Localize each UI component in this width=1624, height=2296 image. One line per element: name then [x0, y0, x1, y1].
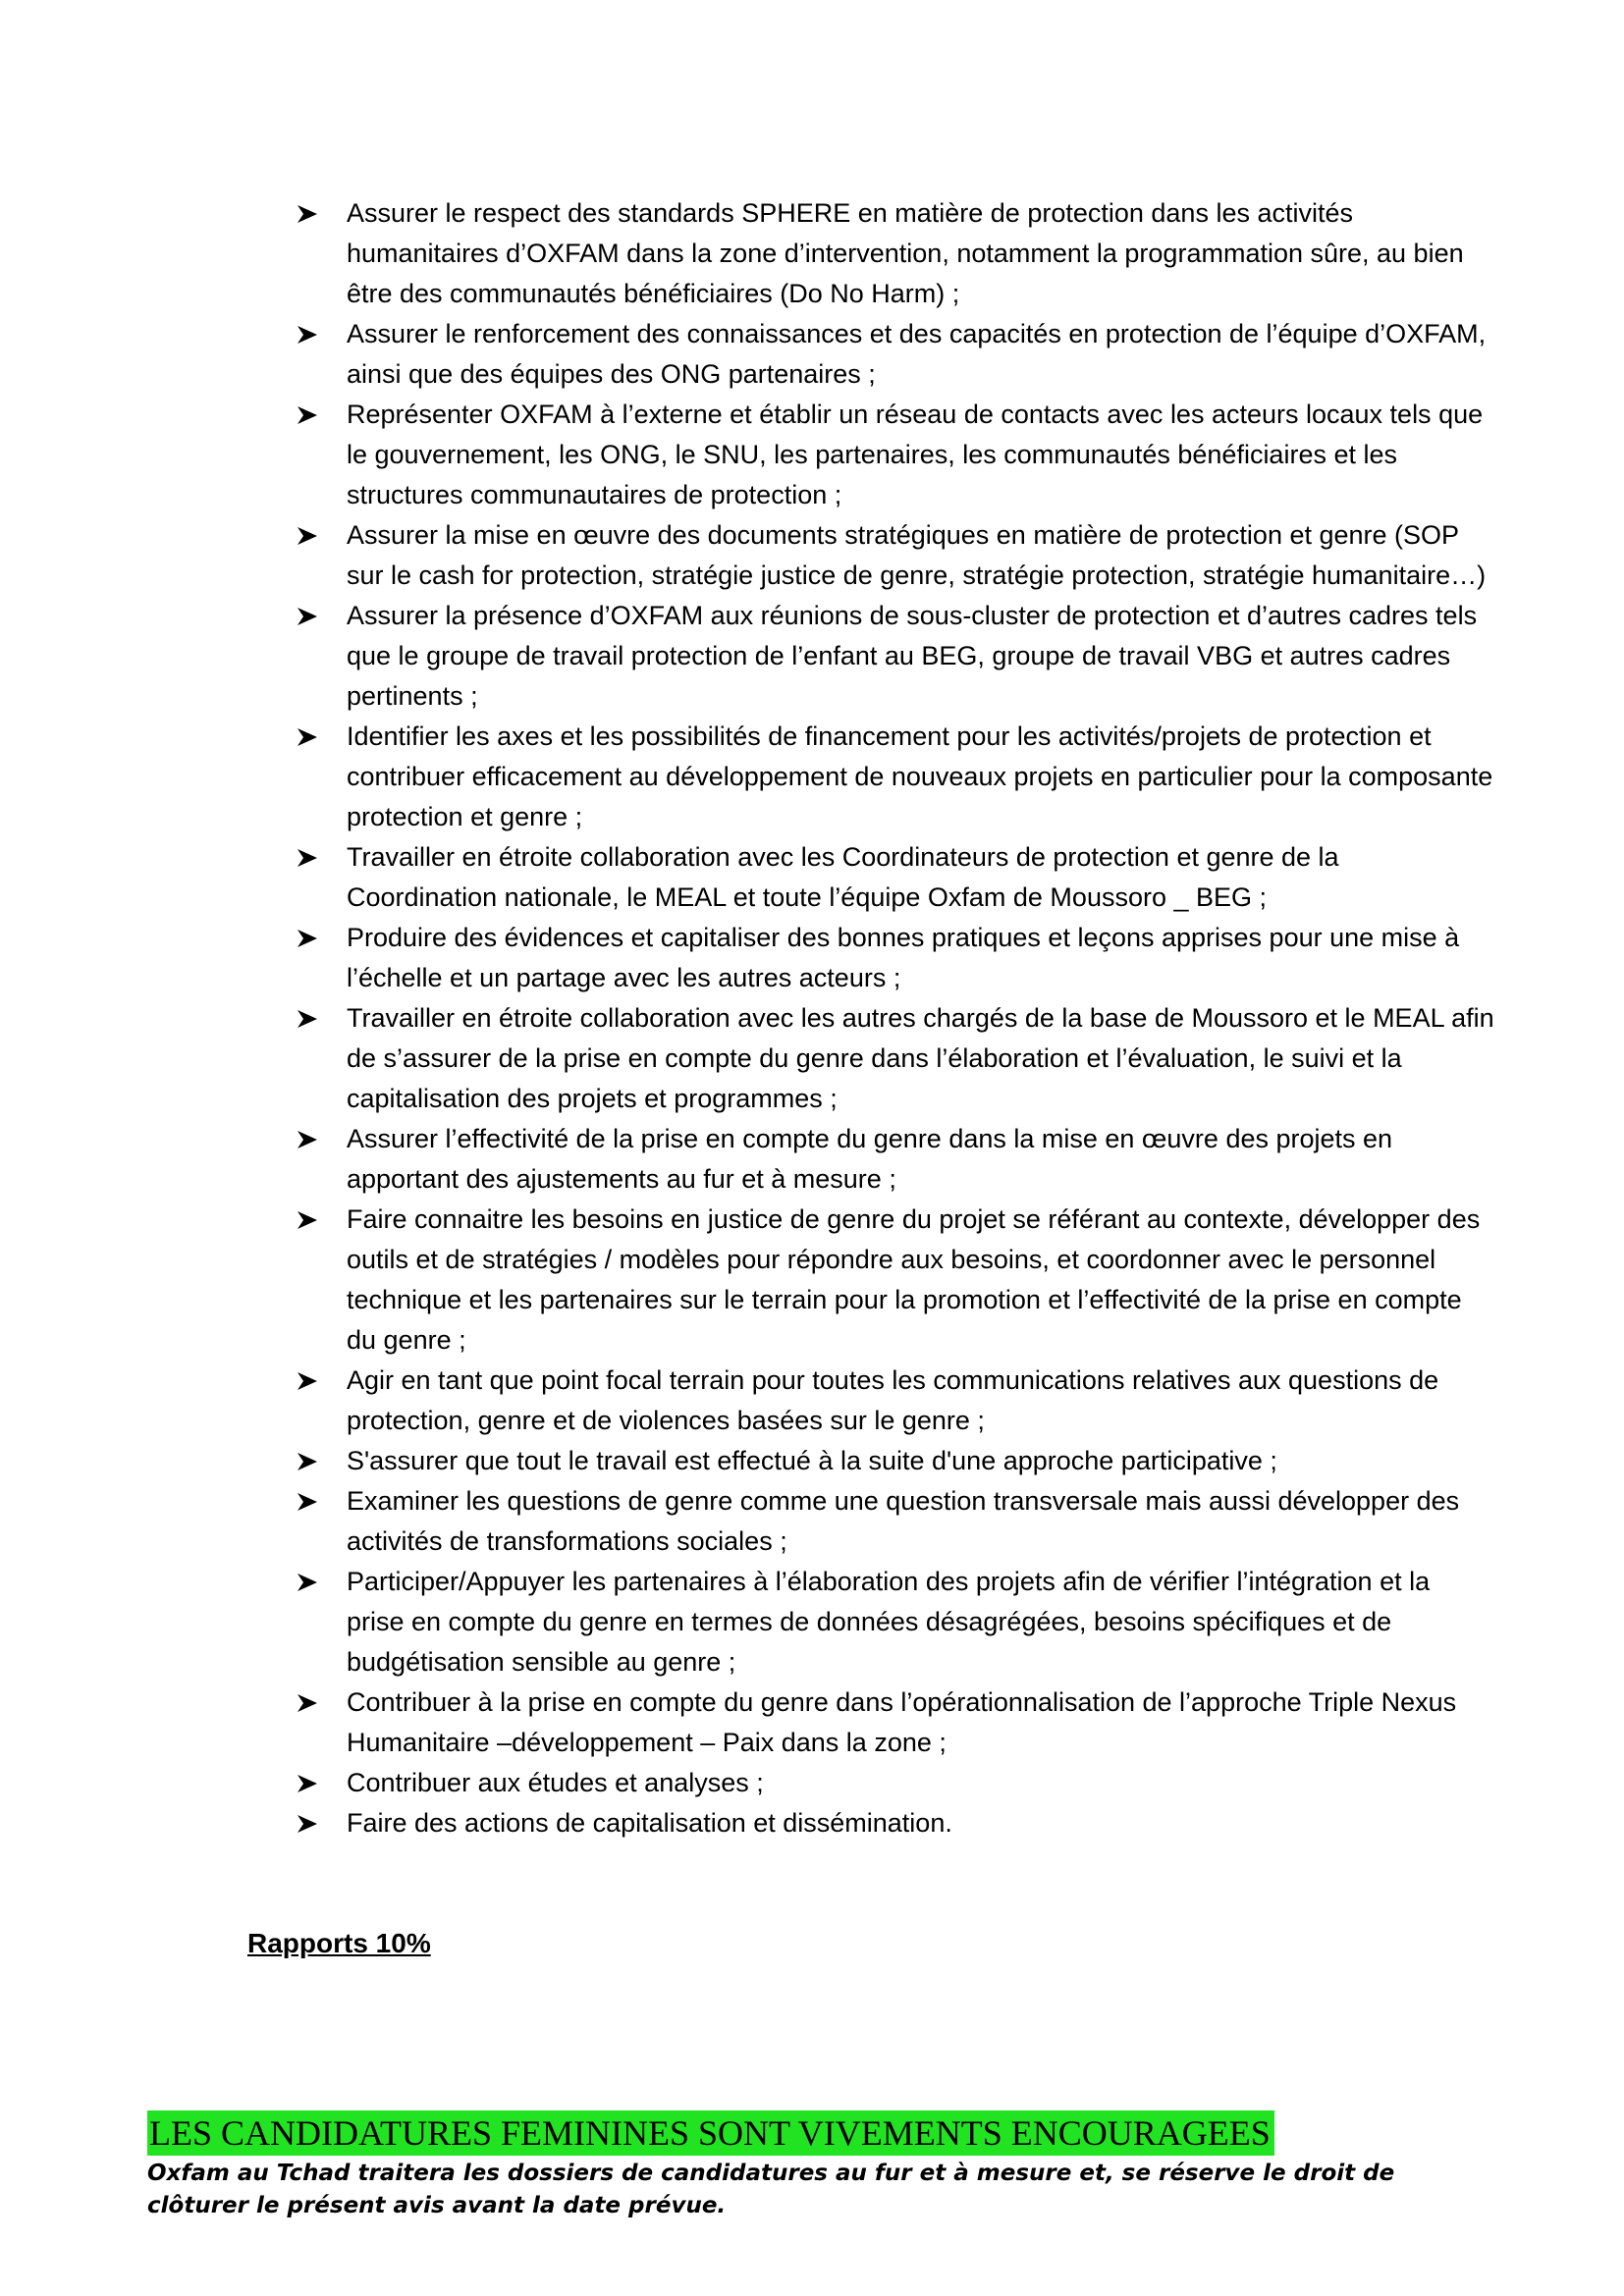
arrowhead-bullet-icon [297, 596, 326, 636]
list-item-text: Assurer la mise en œuvre des documents stratégiques en matière de protection et genre (SOP sur le cash for protection, stratégie justice de genre, stratégie protection, stratégie humanitaire…) [347, 520, 1487, 590]
arrowhead-bullet-icon [297, 1562, 326, 1602]
arrowhead-bullet-icon [297, 1361, 326, 1401]
arrowhead-bullet-icon [297, 193, 326, 234]
list-item-text: Participer/Appuyer les partenaires à l’élaboration des projets afin de vérifier l’intégration et la prise en compte du genre en termes de données désagrégées, besoins spécifiques et de budgétisation sensible au genre ; [347, 1567, 1431, 1677]
list-item-text: Travailler en étroite collaboration avec les Coordinateurs de protection et genre de la Coordination nationale, le MEAL et toute l’équipe Oxfam de Moussoro _ BEG ; [347, 842, 1339, 912]
notice-banner: LES CANDIDATURES FEMININES SONT VIVEMENTS ENCOURAGEES [147, 2110, 1274, 2156]
list-item [297, 1682, 1494, 1763]
list-item [297, 1562, 1494, 1682]
list-item [297, 314, 1494, 395]
arrowhead-bullet-icon [297, 998, 326, 1039]
arrowhead-bullet-icon [297, 717, 326, 757]
list-item-text: Assurer le respect des standards SPHERE en matière de protection dans les activités humanitaires d’OXFAM dans la zone d’intervention, notamment la programmation sûre, au bien être des communautés bénéficiaires (Do No Harm) ; [347, 198, 1464, 308]
arrowhead-bullet-icon [297, 1763, 326, 1803]
list-item-text: Représenter OXFAM à l’externe et établir un réseau de contacts avec les acteurs locaux tels que le gouvernement, les ONG, le SNU, les partenaires, les communautés bénéficiaires et les structures communautaires de protection ; [347, 400, 1484, 509]
list-item-text: Agir en tant que point focal terrain pour toutes les communications relatives aux questions de protection, genre et de violences basées sur le genre ; [347, 1365, 1439, 1435]
list-item-text: Faire connaitre les besoins en justice de genre du projet se référant au contexte, développer des outils et de stratégies / modèles pour répondre aux besoins, et coordonner avec le personnel technique et les partenaires sur le terrain pour la promotion et l’effectivité de la prise en compte du genre ; [347, 1204, 1481, 1355]
list-item-text: Produire des évidences et capitaliser des bonnes pratiques et leçons apprises pour une mise à l’échelle et un partage avec les autres acteurs ; [347, 923, 1460, 992]
list-item [297, 1763, 1494, 1803]
list-item [297, 515, 1494, 596]
arrowhead-bullet-icon [297, 395, 326, 435]
list-item-text: Assurer la présence d’OXFAM aux réunions de sous-cluster de protection et d’autres cadres tels que le groupe de travail protection de l’enfant au BEG, groupe de travail VBG et autres cadres pertinents ; [347, 601, 1478, 711]
list-item [297, 395, 1494, 515]
arrowhead-bullet-icon [297, 515, 326, 556]
section-heading: Rapports 10% [247, 1928, 431, 1958]
list-item-text: Contribuer à la prise en compte du genre dans l’opérationnalisation de l’approche Triple Nexus Humanitaire –développement – Paix dans la zone ; [347, 1687, 1457, 1757]
arrowhead-bullet-icon [297, 1119, 326, 1159]
arrowhead-bullet-icon [297, 314, 326, 354]
list-item [297, 596, 1494, 717]
list-item-text: Assurer l’effectivité de la prise en compte du genre dans la mise en œuvre des projets en apportant des ajustements au fur et à mesure ; [347, 1124, 1393, 1194]
list-item [297, 1361, 1494, 1441]
arrowhead-bullet-icon [297, 1682, 326, 1723]
list-item-text: Identifier les axes et les possibilités de financement pour les activités/projets de protection et contribuer efficacement au développement de nouveaux projets en particulier pour la composante protection et genre ; [347, 721, 1493, 831]
list-item [297, 1441, 1494, 1481]
arrowhead-bullet-icon [297, 1200, 326, 1240]
list-item [297, 1119, 1494, 1200]
list-item [297, 1803, 1494, 1843]
notice-text: Oxfam au Tchad traitera les dossiers de candidatures au fur et à mesure et, se réserve le droit de clôturer le présent avis avant la date prévue. [147, 2161, 1395, 2218]
list-item [297, 837, 1494, 918]
arrowhead-bullet-icon [297, 1803, 326, 1843]
list-item [297, 998, 1494, 1119]
list-item [297, 1481, 1494, 1562]
arrowhead-bullet-icon [297, 1481, 326, 1522]
list-item [297, 918, 1494, 998]
list-item [297, 193, 1494, 314]
arrowhead-bullet-icon [297, 837, 326, 878]
list-item-text: Travailler en étroite collaboration avec les autres chargés de la base de Moussoro et le MEAL afin de s’assurer de la prise en compte du genre dans l’élaboration et l’évaluation, le suivi et la capitalisation des projets et programmes ; [347, 1003, 1494, 1113]
list-item-text: Assurer le renforcement des connaissances et des capacités en protection de l’équipe d’OXFAM, ainsi que des équipes des ONG partenaires ; [347, 319, 1487, 389]
list-item [297, 717, 1494, 837]
list-item-text: Faire des actions de capitalisation et dissémination. [347, 1808, 952, 1838]
list-item-text: S'assurer que tout le travail est effectué à la suite d'une approche participative ; [347, 1446, 1277, 1475]
list-item [297, 1200, 1494, 1361]
list-item-text: Contribuer aux études et analyses ; [347, 1768, 764, 1797]
list-item-text: Examiner les questions de genre comme une question transversale mais aussi développer des activités de transformations sociales ; [347, 1486, 1460, 1556]
arrowhead-bullet-icon [297, 918, 326, 958]
responsibilities-list [297, 193, 1494, 1843]
arrowhead-bullet-icon [297, 1441, 326, 1481]
